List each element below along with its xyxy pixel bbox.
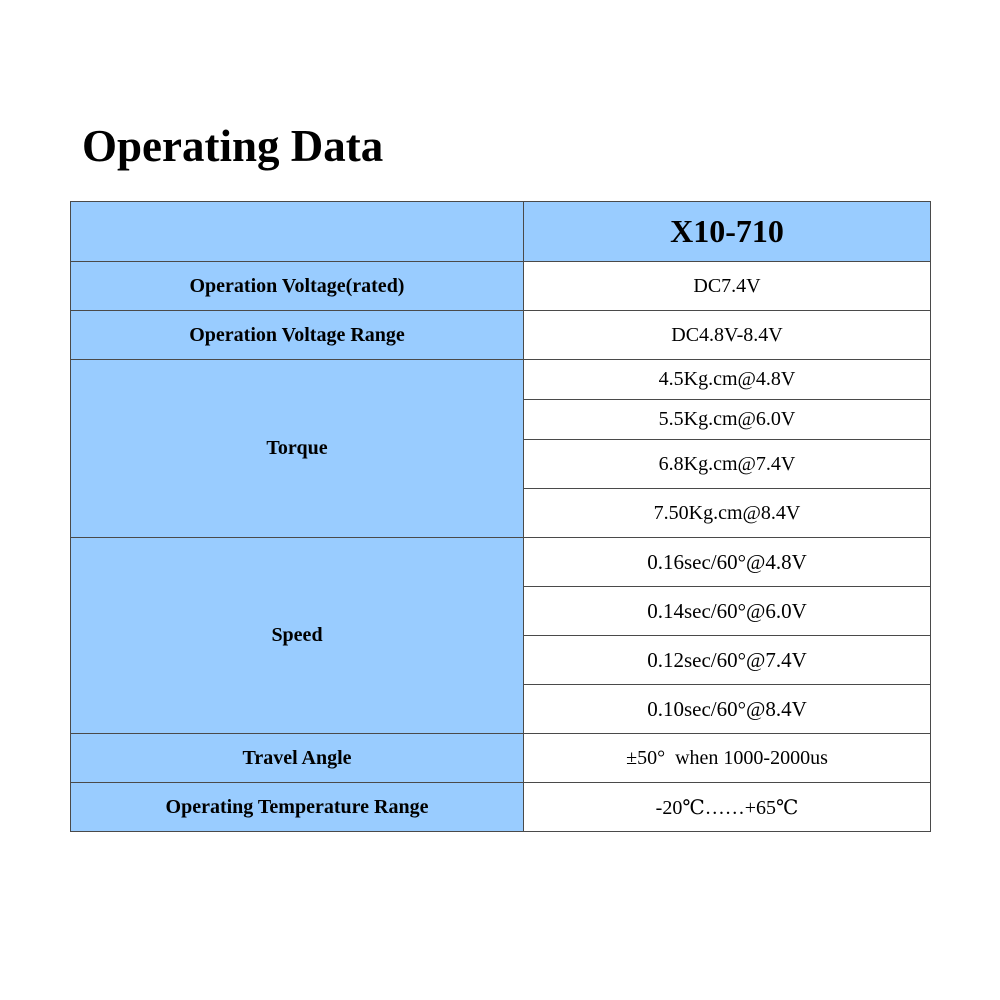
operation-voltage-range-label: Operation Voltage Range [71,311,524,360]
speed-label: Speed [71,538,524,734]
table-row [71,262,931,311]
travel-angle-label: Travel Angle [71,734,524,783]
speed-value: 0.14sec/60°@6.0V [524,587,931,636]
speed-value: 0.10sec/60°@8.4V [524,685,931,734]
operation-voltage-rated-value: DC7.4V [524,262,931,311]
page-title: Operating Data [82,121,384,171]
operating-temperature-range-value: -20℃……+65℃ [524,783,931,832]
operation-voltage-range-value: DC4.8V-8.4V [524,311,931,360]
table-row [71,311,931,360]
speed-value: 0.12sec/60°@7.4V [524,636,931,685]
table-header-row [71,202,931,262]
torque-value: 5.5Kg.cm@6.0V [524,400,931,440]
operating-temperature-range-label: Operating Temperature Range [71,783,524,832]
torque-value: 7.50Kg.cm@8.4V [524,489,931,538]
model-header: X10-710 [524,202,931,262]
torque-value: 6.8Kg.cm@7.4V [524,440,931,489]
table-row [71,360,931,400]
table-row [71,538,931,587]
torque-value: 4.5Kg.cm@4.8V [524,360,931,400]
table-row [71,734,931,783]
travel-angle-value: ±50° when 1000-2000us [524,734,931,783]
operating-data-table [70,201,931,832]
operation-voltage-rated-label: Operation Voltage(rated) [71,262,524,311]
table-row [71,783,931,832]
header-empty-cell [71,202,524,262]
speed-value: 0.16sec/60°@4.8V [524,538,931,587]
torque-label: Torque [71,360,524,538]
